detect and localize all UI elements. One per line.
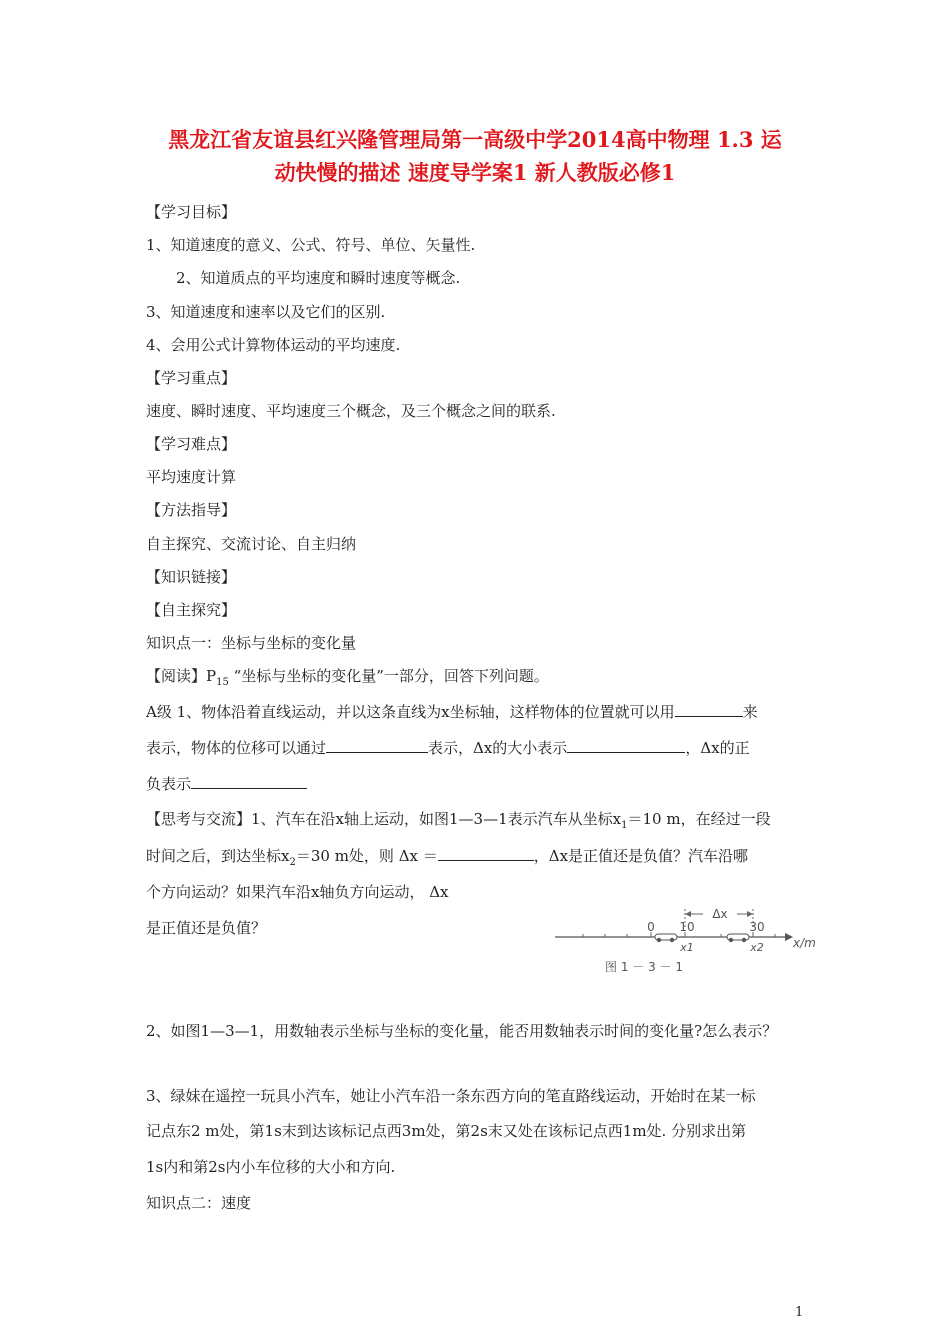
a1-text-1: A级 1、物体沿着直线运动，并以这条直线为x坐标轴，这样物体的位置就可以用 (146, 703, 675, 721)
question-a1-line-1 (146, 702, 758, 722)
goal-3: 3、知道速度和速率以及它们的区别. (146, 303, 386, 321)
a1-line3-text: 负表示 (146, 775, 192, 793)
a1-line2-text-2: 表示，Δx的大小表示 (428, 739, 568, 757)
think-sub-1: 1 (621, 820, 628, 831)
label-0: 0 (647, 920, 655, 934)
answer-blank[interactable] (438, 846, 534, 861)
question-2: 2、如图1—3—1，用数轴表示坐标与坐标的变化量，能否用数轴表示时间的变化量?怎么表示？ (146, 1022, 778, 1040)
document-title-line-2: 动快慢的描述 速度导学案1 新人教版必修1 (274, 160, 676, 185)
think-line-3: 个方向运动？如果汽车沿x轴负方向运动， Δx (146, 883, 449, 901)
goals-header: 【学习目标】 (146, 203, 237, 221)
label-dx: Δx (712, 907, 728, 921)
think-line2-text-1: 时间之后，到达坐标x (146, 847, 290, 865)
question-a1-line-2 (146, 738, 750, 758)
knowledge-point-1: 知识点一：坐标与坐标的变化量 (146, 634, 357, 652)
think-line-2 (146, 846, 748, 873)
number-line-figure (553, 905, 823, 977)
dx-arrowhead-left-icon (685, 911, 691, 917)
answer-blank[interactable] (567, 738, 685, 753)
think-line-1 (146, 809, 771, 836)
question-3-line-2: 记点东2 m处，第1s末到达该标记点西3m处，第2s末又处在该标记点西1m处. 分别求出第 (146, 1122, 747, 1140)
dx-arrowhead-right-icon (747, 911, 753, 917)
think-line-4: 是正值还是负值？ (146, 919, 267, 937)
label-10: 10 (679, 920, 695, 934)
think-line2-text-3: ，Δx是正值还是负值？汽车沿哪 (533, 847, 749, 865)
focus-header: 【学习重点】 (146, 369, 237, 387)
question-a1-line-3 (146, 774, 307, 794)
think-sub-2: 2 (289, 857, 296, 868)
goal-4: 4、会用公式计算物体运动的平均速度. (146, 336, 401, 354)
figure-caption: 图 1 － 3 － 1 (605, 960, 683, 974)
reading-instruction (146, 666, 549, 693)
think-line2-text-2: ＝30 m处，则 Δx ＝ (295, 847, 438, 865)
car-x1-icon (655, 934, 677, 942)
explore-header: 【自主探究】 (146, 601, 237, 619)
method-header: 【方法指导】 (146, 501, 237, 519)
answer-blank[interactable] (326, 738, 428, 753)
page-number: 1 (795, 1305, 804, 1320)
think-text-2: ＝10 m，在经过一段 (627, 810, 771, 828)
focus-text: 速度、瞬时速度、平均速度三个概念，及三个概念之间的联系. (146, 402, 556, 420)
read-text: “坐标与坐标的变化量”一部分，回答下列问题。 (228, 667, 549, 685)
question-3-line-1: 3、绿妹在遥控一玩具小汽车，她让小汽车沿一条东西方向的笔直路线运动，开始时在某一标 (146, 1087, 756, 1105)
read-label: 【阅读】P (146, 667, 217, 685)
read-page-sub: 15 (216, 677, 229, 688)
label-x1: x1 (680, 941, 694, 954)
knowledge-point-2: 知识点二：速度 (146, 1194, 252, 1212)
axis-arrow-icon (785, 933, 793, 941)
document-title-line-1: 黑龙江省友谊县红兴隆管理局第一高级中学2014高中物理 1.3 运 (168, 127, 782, 152)
difficulty-text: 平均速度计算 (146, 468, 237, 486)
car-x2-icon (727, 934, 749, 942)
answer-blank[interactable] (191, 774, 307, 789)
think-text-1: 【思考与交流】1、汽车在沿x轴上运动，如图1—3—1表示汽车从坐标x (146, 810, 622, 828)
difficulty-header: 【学习难点】 (146, 435, 237, 453)
method-text: 自主探究、交流讨论、自主归纳 (146, 535, 357, 553)
answer-blank[interactable] (675, 702, 743, 717)
question-3-line-3: 1s内和第2s内小车位移的大小和方向. (146, 1158, 396, 1176)
axis-label: x/m (793, 936, 816, 950)
label-30: 30 (749, 920, 765, 934)
link-header: 【知识链接】 (146, 568, 237, 586)
goal-2: 2、知道质点的平均速度和瞬时速度等概念. (176, 269, 461, 287)
a1-text-2: 来 (742, 703, 758, 721)
label-x2: x2 (750, 941, 764, 954)
goal-1: 1、知道速度的意义、公式、符号、单位、矢量性. (146, 236, 476, 254)
a1-line2-text-1: 表示，物体的位移可以通过 (146, 739, 327, 757)
a1-line2-text-3: ，Δx的正 (685, 739, 750, 757)
